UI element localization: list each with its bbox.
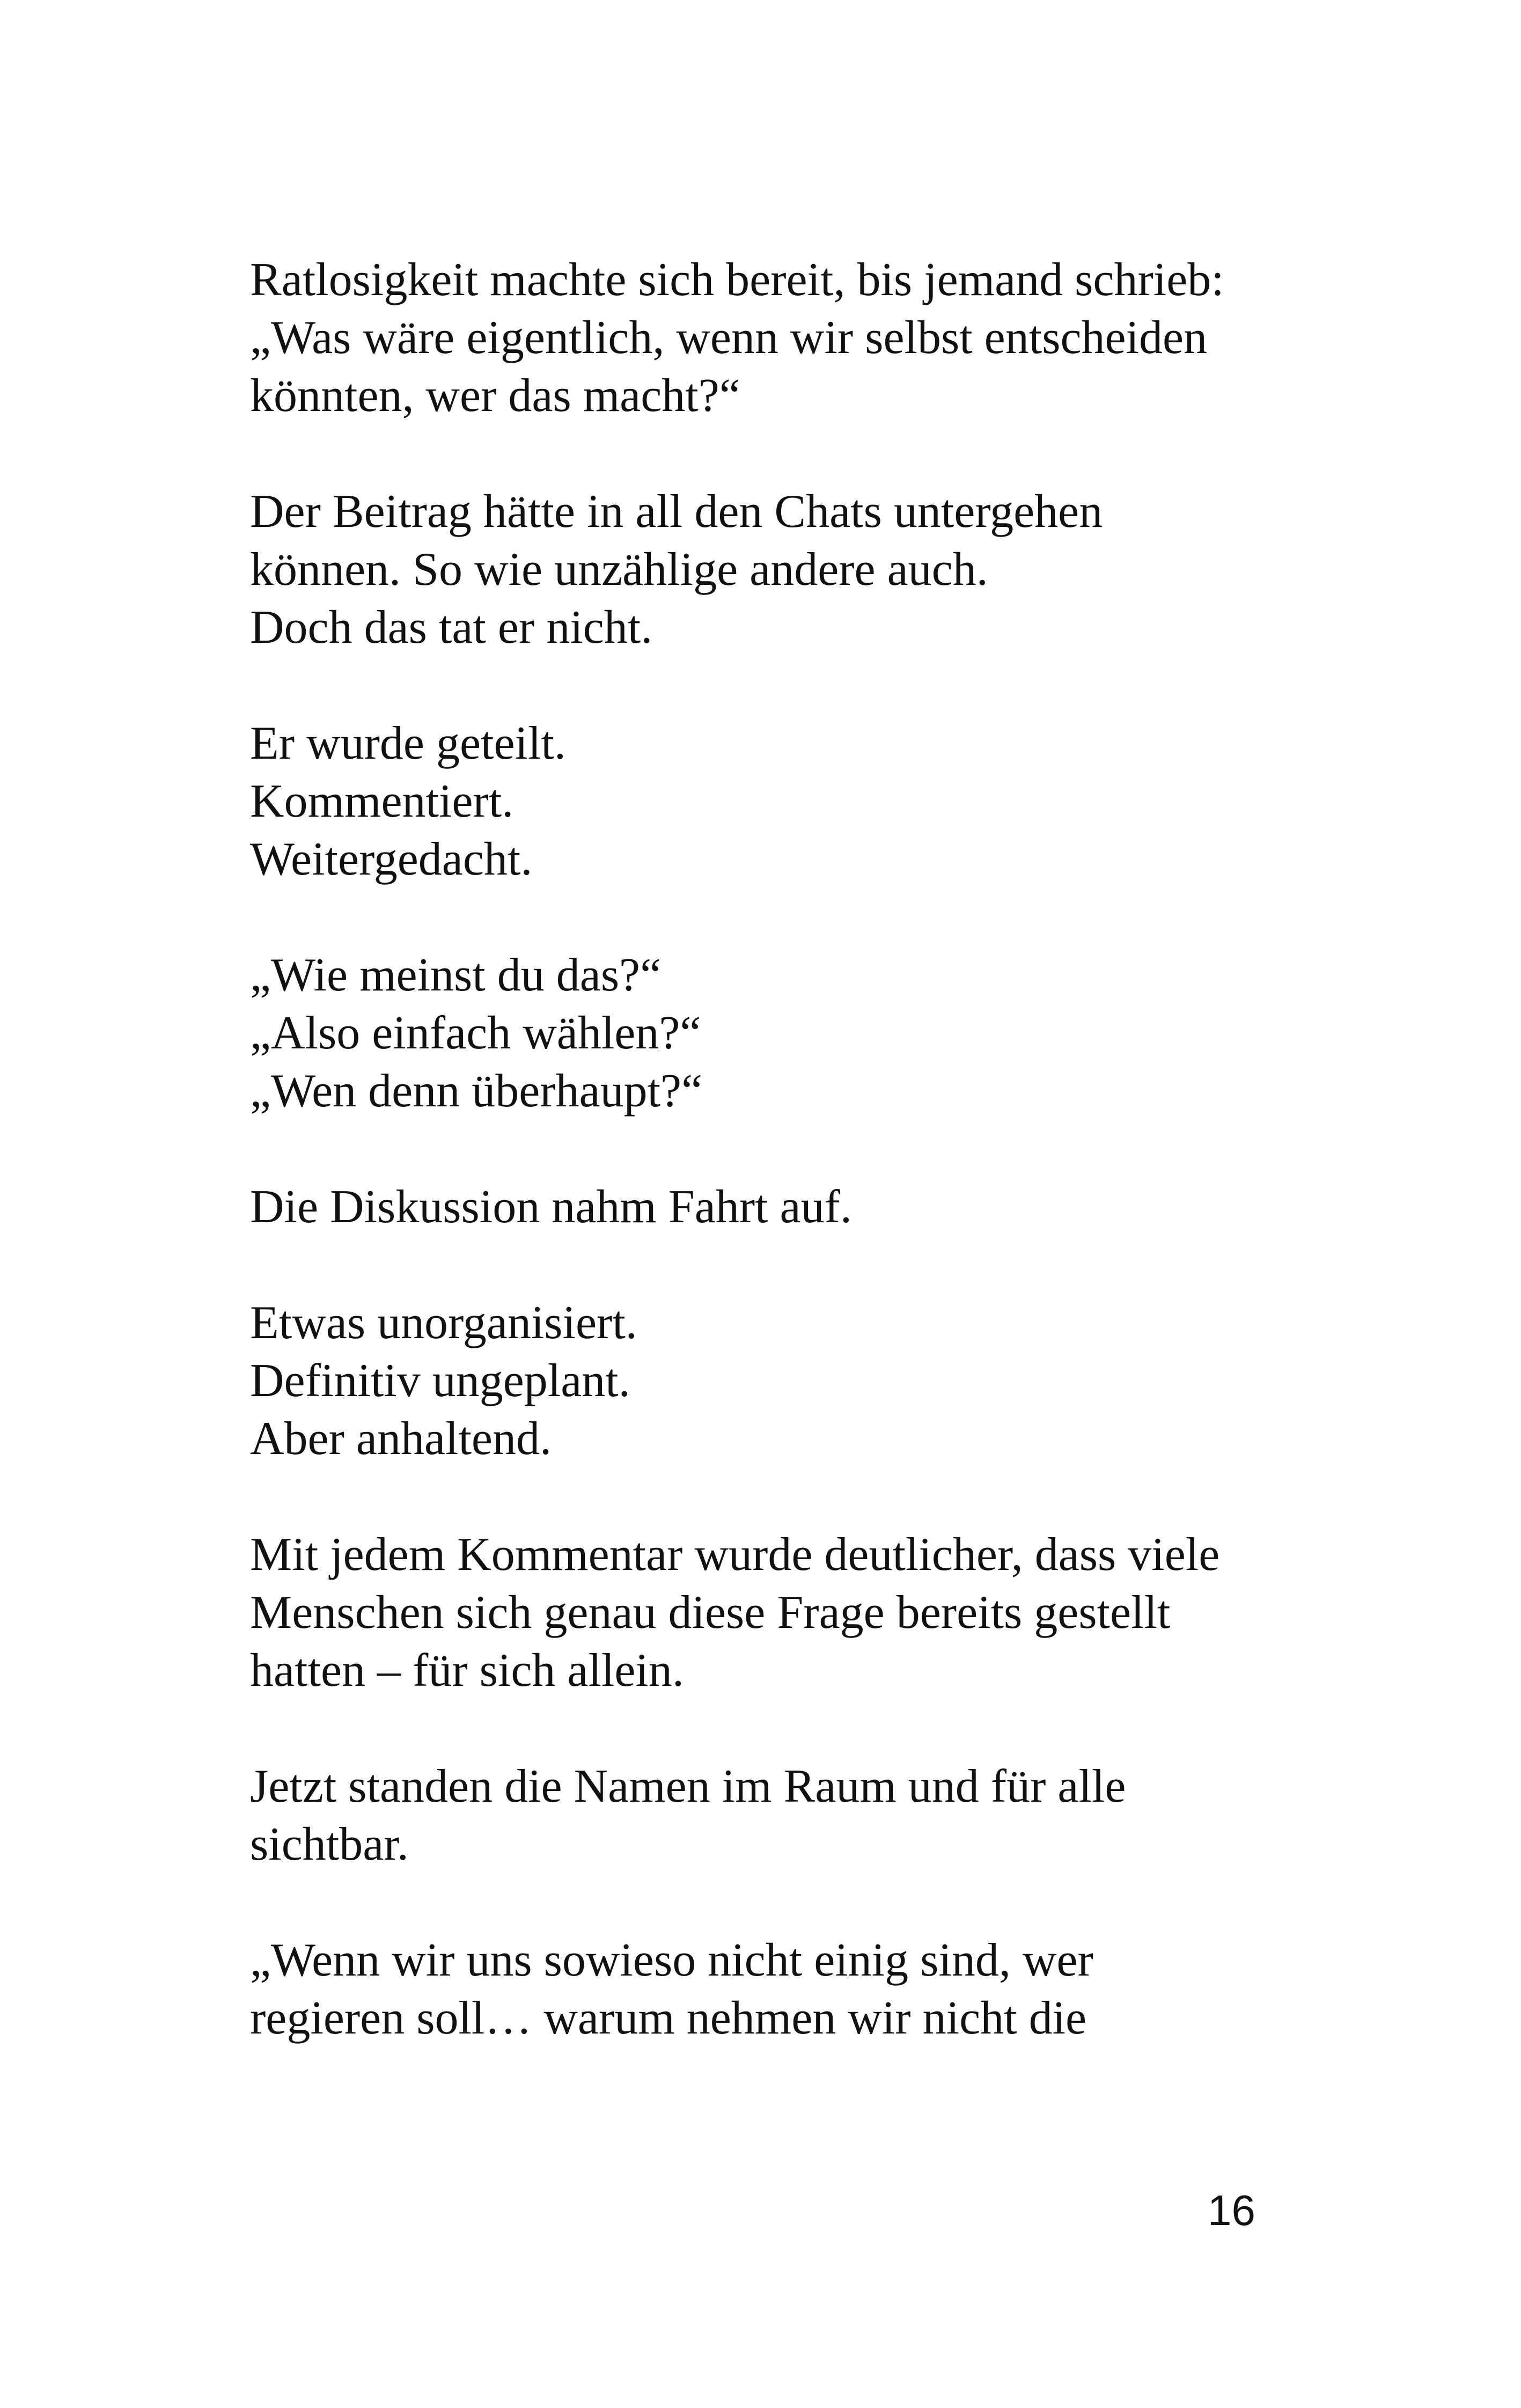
text-line: sichtbar. [250,1818,409,1870]
text-line: „Was wäre eigentlich, wenn wir selbst entscheiden [250,312,1208,364]
text-line: Definitiv ungeplant. [250,1355,630,1407]
text-line: „Wenn wir uns sowieso nicht einig sind, wer [250,1934,1093,1986]
text-line: „Wie meinst du das?“ [250,949,662,1001]
text-line: Er wurde geteilt. [250,717,566,769]
text-line: Mit jedem Kommentar wurde deutlicher, dass viele [250,1529,1220,1581]
text-line: „Also einfach wählen?“ [250,1007,701,1059]
text-line: Etwas unorganisiert. [250,1297,637,1349]
text-line: Die Diskussion nahm Fahrt auf. [250,1181,852,1233]
text-line: Doch das tat er nicht. [250,601,653,654]
paragraph [250,1294,1296,1468]
text-line: Aber anhaltend. [250,1413,552,1465]
paragraph [250,1178,1296,1236]
text-line: Der Beitrag hätte in all den Chats untergehen [250,486,1103,538]
text-line: Kommentiert. [250,775,514,827]
text-line: Ratlosigkeit machte sich bereit, bis jemand schrieb: [250,254,1224,306]
text-line: können. So wie unzählige andere auch. [250,544,988,596]
body-text [250,251,1296,2105]
page-number: 16 [1208,2186,1255,2234]
paragraph [250,1932,1296,2047]
text-line: hatten – für sich allein. [250,1645,684,1697]
paragraph [250,483,1296,657]
text-line: Weitergedacht. [250,833,533,885]
text-line: Menschen sich genau diese Frage bereits gestellt [250,1587,1171,1639]
paragraph [250,1758,1296,1874]
paragraph [250,715,1296,889]
paragraph [250,1526,1296,1700]
text-line: „Wen denn überhaupt?“ [250,1065,703,1117]
paragraph [250,946,1296,1120]
text-line: Jetzt standen die Namen im Raum und für alle [250,1760,1126,1812]
text-line: regieren soll… warum nehmen wir nicht die [250,1992,1087,2044]
text-line: könnten, wer das macht?“ [250,370,740,422]
paragraph [250,251,1296,425]
